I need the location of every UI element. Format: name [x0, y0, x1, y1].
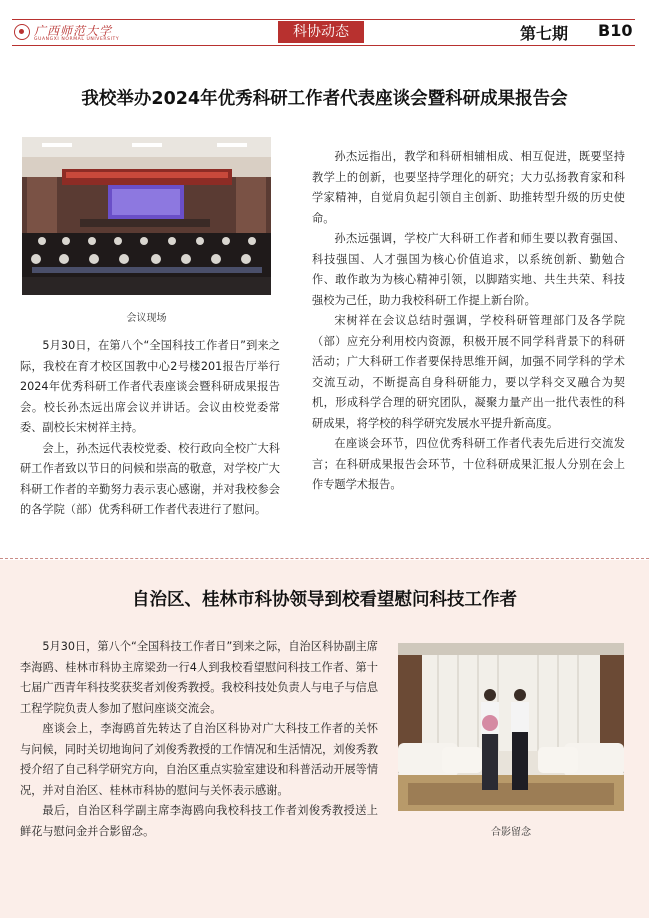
logo-text: 广西师范大学	[34, 24, 113, 38]
group-photo-image	[398, 643, 624, 811]
meeting-hall-image	[22, 137, 271, 295]
article1-paragraph: 5月30日，在第八个“全国科技工作者日”到来之际，我校在育才校区国教中心2号楼201报告厅举行2024年优秀科研工作者代表座谈会暨科研成果报告会。校长孙杰远出席会议并讲话。会议由校党委常委、副校长宋树祥主持。	[20, 339, 280, 434]
article1-paragraph: 孙杰远指出，教学和科研相辅相成、相互促进，既要坚持教学上的创新，也要坚持学理化的研究；大力弘扬教育家和科学家精神，自觉肩负起引领自主创新、助推转型升级的历史使命。	[312, 150, 625, 225]
article1-paragraph: 宋树祥在会议总结时强调，学校科研管理部门及各学院（部）应充分利用校内资源，积极开展不同学科背景下的科研活动；广大科研工作者要保持思维开阔，加强不同学科的学术交流互动，不断提高自身科研能力，要以学科交叉融合为契机，形成科学合理的研究团队，凝聚力量产出一批代表性的科研成果，将学校的科学研究发展水平提升新高度。	[312, 314, 625, 430]
group-photo-caption: 合影留念	[491, 827, 531, 838]
article2-paragraph: 5月30日，第八个“全国科技工作者日”到来之际，自治区科协副主席李海鸥、桂林市科协主席梁劲一行4人到我校看望慰问科技工作者、第十七届广西青年科技奖获奖者刘俊秀教授。我校科技处负责人与电子与信息工程学院负责人参加了慰问座谈交流会。	[20, 640, 379, 715]
article1-left-column	[20, 336, 280, 521]
meeting-photo-caption: 会议现场	[126, 313, 167, 324]
header-rule-top	[12, 19, 635, 20]
section-divider	[0, 558, 649, 559]
article1-paragraph: 会上，孙杰远代表校党委、校行政向全校广大科研工作者致以节日的问候和崇高的敬意，对学校广大科研工作者的辛勤努力表示衷心感谢，并对我校参会的各学院（部）优秀科研工作者代表进行了慰问。	[20, 441, 280, 516]
article1-right-column	[312, 147, 625, 496]
university-logo-icon	[14, 24, 30, 40]
meeting-photo	[22, 137, 271, 295]
article1-paragraph: 孙杰远强调，学校广大科研工作者和师生要以教育强国、科技强国、人才强国为核心价值追求，以系统创新、勤勉合作、敢作敢为为核心精神引领，以脚踏实地、共生共荣、科技强校为己任，助力我校科研工作提上新台阶。	[312, 232, 625, 307]
header-rule-bottom	[12, 45, 635, 46]
section-tag: 科协动态	[278, 21, 364, 43]
article2-paragraph: 座谈会上，李海鸥首先转达了自治区科协对广大科技工作者的关怀与问候，同时关切地询问了刘俊秀教授的工作情况和生活情况，刘俊秀教授介绍了自己科学研究方向，自治区重点实验室建设和科普活动开展等情况，并对自治区、桂林市科协的慰问与关怀表示感谢。	[20, 722, 379, 797]
article2-body	[20, 637, 378, 842]
group-photo	[398, 643, 624, 811]
article1-paragraph: 在座谈会环节，四位优秀科研工作者代表先后进行交流发言；在科研成果报告会环节，十位科研成果汇报人分别在会上作专题学术报告。	[312, 437, 625, 491]
article1-title: 我校举办2024年优秀科研工作者代表座谈会暨科研成果报告会	[81, 89, 568, 109]
article2-paragraph: 最后，自治区科学副主席李海鸥向我校科技工作者刘俊秀教授送上鲜花与慰问金并合影留念。	[20, 804, 378, 838]
issue-number: 第七期	[520, 24, 569, 43]
logo-subtext: GUANGXI NORMAL UNIVERSITY	[34, 37, 120, 42]
article2-title: 自治区、桂林市科协领导到校看望慰问科技工作者	[132, 590, 517, 610]
page-number: B10	[598, 21, 633, 40]
